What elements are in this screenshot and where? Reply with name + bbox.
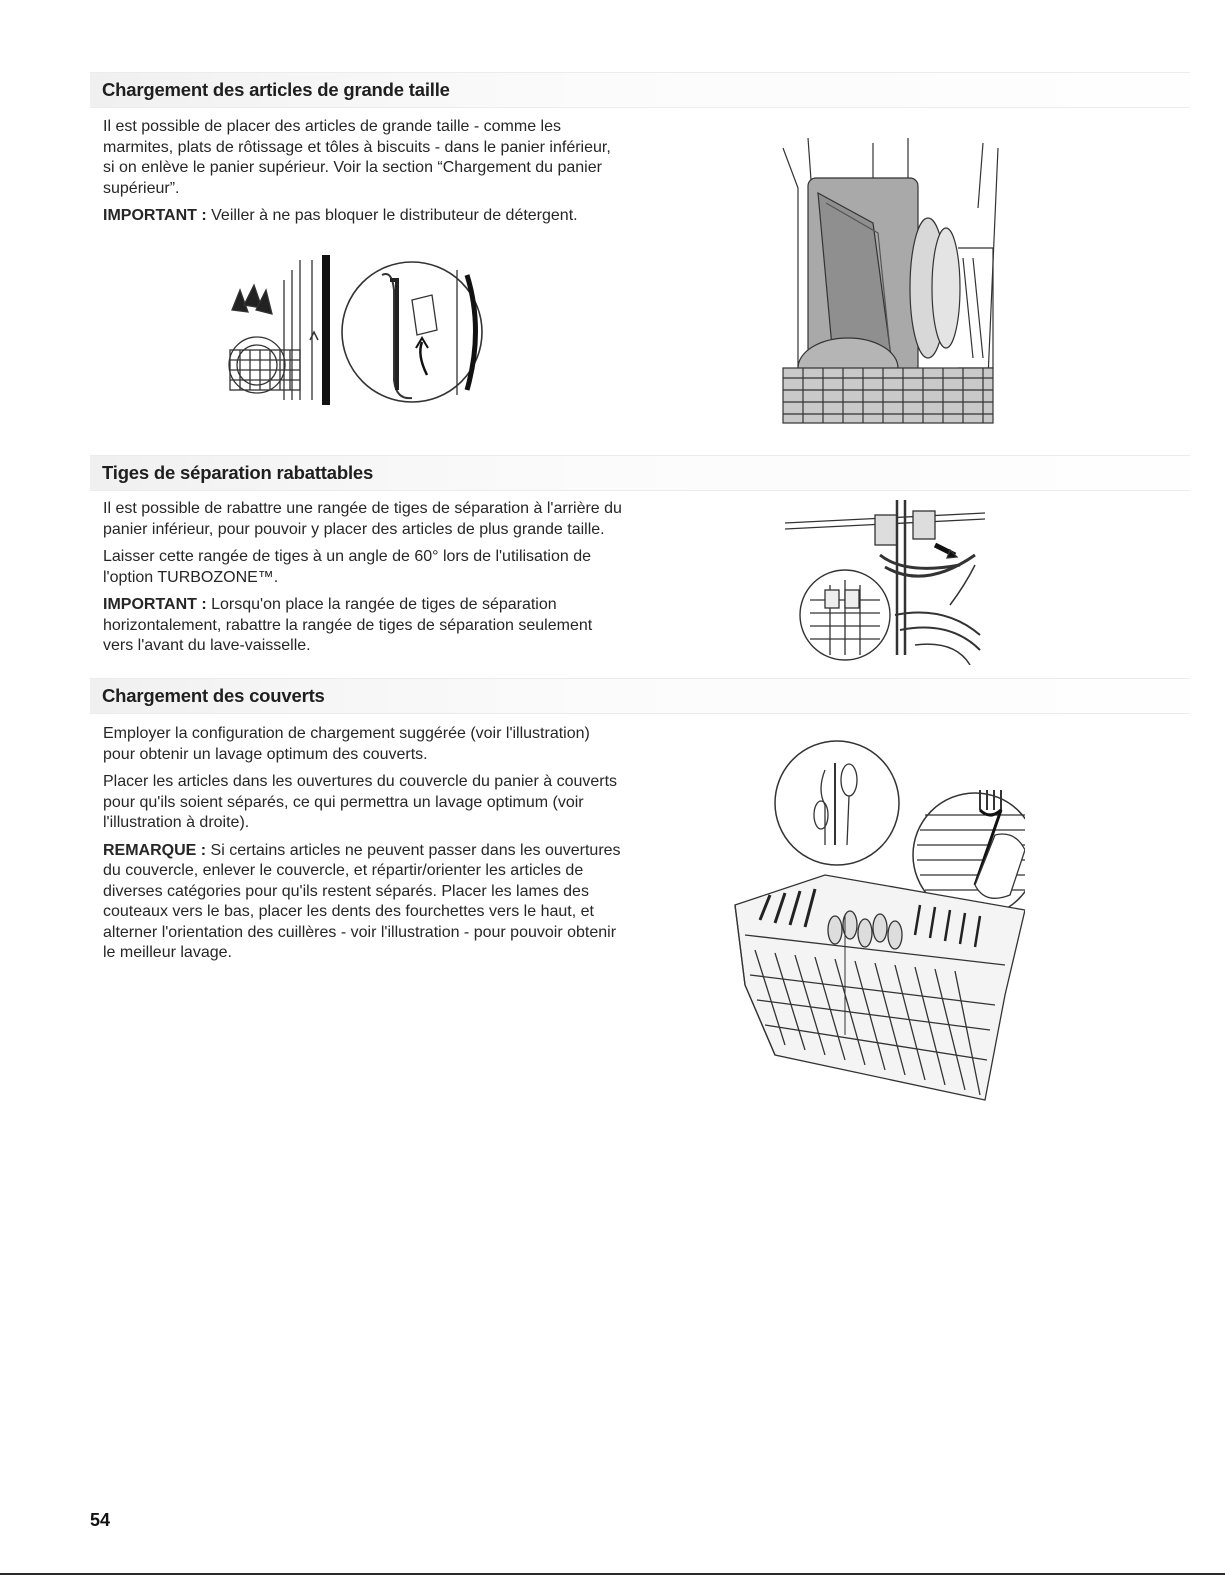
paragraph-text: Lorsqu'on place la rangée de tiges de séparation horizontalement, rabattre la rangée de tiges de séparation seulement vers l'avant du lave-vaisselle. <box>103 596 593 654</box>
paragraph <box>103 547 623 588</box>
page-number: 54 <box>90 1510 111 1530</box>
paragraph <box>103 772 623 834</box>
section-heading-folding-tines <box>90 455 1190 491</box>
section-body-silverware <box>103 724 623 971</box>
paragraph <box>103 841 623 964</box>
folding-tines-illustration <box>785 495 985 665</box>
section-heading-large-items <box>90 72 1190 108</box>
paragraph <box>103 117 623 199</box>
detergent-dispenser-illustration <box>222 250 497 415</box>
paragraph-text: Laisser cette rangée de tiges à un angle de 60° lors de l'utilisation de l'option TURBOZONE™. <box>103 548 591 586</box>
paragraph <box>103 499 623 540</box>
paragraph-text: Veiller à ne pas bloquer le distributeur de détergent. <box>206 207 578 224</box>
paragraph <box>103 595 623 657</box>
large-pans-rack-illustration <box>778 128 1003 433</box>
paragraph-label: IMPORTANT : <box>103 207 207 224</box>
section-body-folding-tines <box>103 499 623 664</box>
silverware-basket-illustration <box>725 735 1025 1105</box>
paragraph-text: Il est possible de placer des articles de grande taille - comme les marmites, plats de rôtissage et tôles à biscuits - dans le panier inférieur, si on enlève le panier supérieur. Voir la section “Chargement du panier supérieur”. <box>103 118 611 197</box>
bottom-rule <box>0 1573 1225 1575</box>
paragraph-label: REMARQUE : <box>103 841 207 859</box>
paragraph <box>103 724 623 765</box>
paragraph-text: Placer les articles dans les ouvertures du couvercle du panier à couverts pour qu'ils soient séparés, ce qui permettra un lavage optimum (voir l'illustration à droite). <box>103 773 618 831</box>
paragraph-text: Employer la configuration de chargement suggérée (voir l'illustration) pour obtenir un lavage optimum des couverts. <box>103 725 590 763</box>
section-body-large-items <box>103 117 623 234</box>
paragraph-text: Il est possible de rabattre une rangée de tiges de séparation à l'arrière du panier inférieur, pour pouvoir y placer des articles de plus grande taille. <box>103 500 622 538</box>
section-title: Tiges de séparation rabattables <box>102 462 374 483</box>
section-heading-silverware <box>90 678 1190 714</box>
paragraph-text: Si certains articles ne peuvent passer dans les ouvertures du couvercle, enlever le couvercle, et répartir/orienter les articles de diverses catégories pour qu'ils restent séparés. Placer les lames des couteaux vers le bas, placer les dents des fourchettes vers le haut, et alterner l'orientation des cuillères - voir l'illustration - pour pouvoir obtenir le meilleur lavage. <box>103 841 621 961</box>
section-title: Chargement des articles de grande taille <box>102 79 450 100</box>
paragraph <box>103 206 623 227</box>
paragraph-label: IMPORTANT : <box>103 596 207 613</box>
section-title: Chargement des couverts <box>102 685 325 706</box>
